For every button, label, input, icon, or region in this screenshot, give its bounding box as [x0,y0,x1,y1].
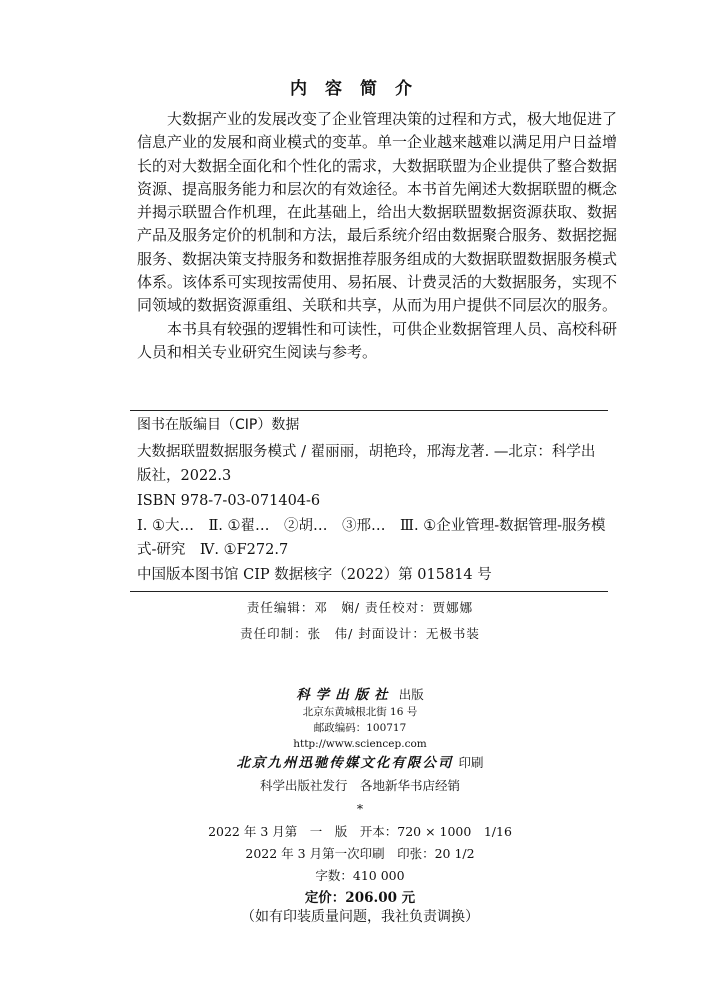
cip-classification: Ⅰ. ①大… Ⅱ. ①翟… ②胡… ③邢… Ⅲ. ①企业管理-数据管理-服务模式-研究 Ⅳ. ①F272.7 [137,518,606,558]
quality-notice: （如有印装质量问题，我社负责调换） [241,909,479,925]
price: 定价：206.00 元 [304,890,416,906]
printer-line [0,751,720,771]
staff-editors: 责任编辑：邓 娴/ 责任校对：贾娜娜 [246,600,474,615]
cip-heading: 图书在版编目（CIP）数据 [137,417,300,433]
publisher-address: 北京东黄城根北街 16 号 [302,706,418,718]
printer-name: 北京九州迅驰传媒文化有限公司 [236,755,454,771]
printer-role: 印刷 [458,755,484,770]
cip-bottom-rule [130,591,608,592]
cip-isbn: ISBN 978-7-03-071404-6 [137,493,321,509]
cip-core-data: 中国版本图书馆 CIP 数据核字（2022）第 015814 号 [137,567,492,583]
printing-line: 2022 年 3 月第一次印刷 印张：20 1/2 [245,846,475,861]
intro-paragraph-1 [137,108,617,318]
cip-description: 大数据联盟数据服务模式 / 翟丽丽，胡艳玲，邢海龙著. —北京：科学出版社，2022.3 [137,444,596,484]
publisher-line [0,683,720,703]
staff-production: 责任印制：张 伟/ 封面设计：无极书装 [240,626,480,641]
intro-paragraph-2-text: 本书具有较强的逻辑性和可读性，可供企业数据管理人员、高校科研人员和相关专业研究生阅读与参考。 [137,320,618,362]
publisher-role: 出版 [398,687,424,702]
publisher-name: 科学出版社 [296,687,394,703]
edition-line: 2022 年 3 月第 一 版 开本：720 × 1000 1/16 [208,824,512,839]
word-count: 字数：410 000 [315,868,405,883]
publisher-website: http://www.sciencep.com [293,738,427,750]
intro-paragraph-2 [137,318,617,365]
distribution-line: 科学出版社发行 各地新华书店经销 [259,778,460,793]
publisher-postcode: 邮政编码：100717 [313,722,407,734]
intro-title: 内容简介 [290,79,430,99]
separator-asterisk: * [356,801,364,816]
intro-paragraph-1-text: 大数据产业的发展改变了企业管理决策的过程和方式，极大地促进了信息产业的发展和商业模式的变革。单一企业越来越难以满足用户日益增长的对大数据全面化和个性化的需求，大数据联盟为企业提供了整合数据资源、提高服务能力和层次的有效途径。本书首先阐述大数据联盟的概念并揭示联盟合作机理，在此基础上，给出大数据联盟数据资源获取、数据产品及服务定价的机制和方法，最后系统介绍由数据聚合服务、数据挖掘服务、数据决策支持服务和数据推荐服务组成的大数据联盟数据服务模式体系。该体系可实现按需使用、易拓展、计费灵活的大数据服务，实现不同领域的数据资源重组、关联和共享，从而为用户提供不同层次的服务。 [137,110,618,315]
cip-top-rule [130,410,608,411]
